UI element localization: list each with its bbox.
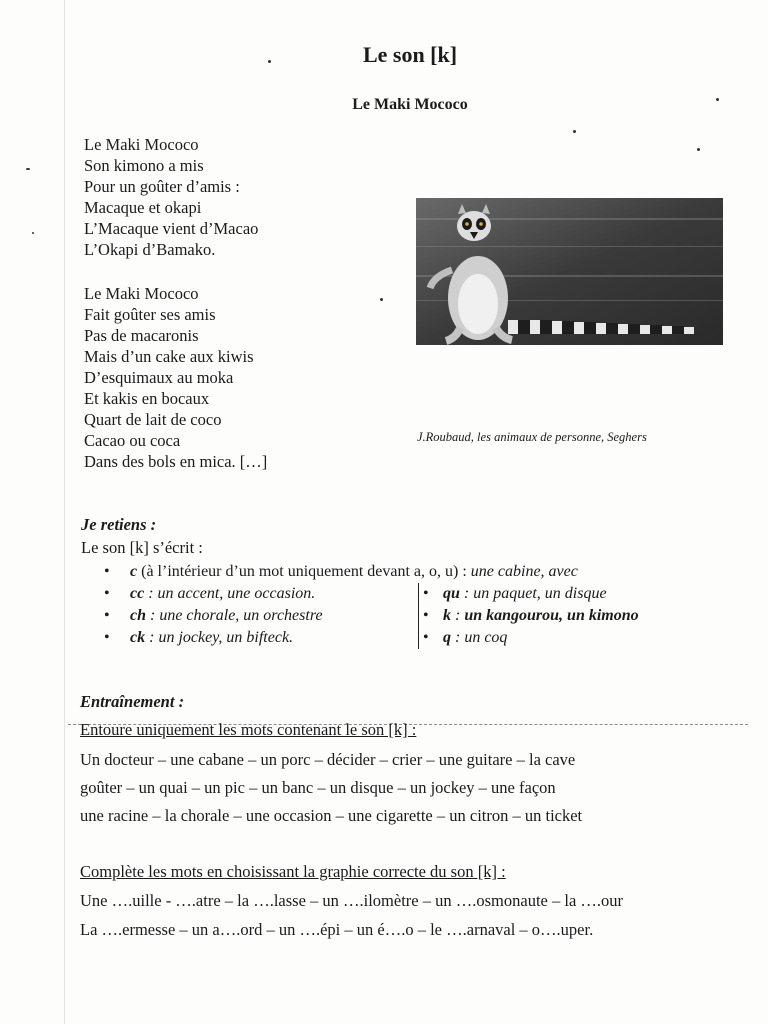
- poem-title: Le Maki Mococo: [352, 96, 468, 113]
- bullet-icon: •: [104, 585, 110, 602]
- scan-speck: [380, 298, 383, 301]
- rule-sep: :: [451, 607, 465, 624]
- rule-examples: un accent, une occasion.: [157, 585, 316, 602]
- scan-speck: [573, 130, 576, 133]
- exercise-1-line: Un docteur – une cabane – un porc – décider – crier – une guitare – la cave: [80, 750, 576, 769]
- exercise-2-instruction: Complète les mots en choisissant la graphie correcte du son [k] :: [80, 862, 506, 881]
- bullet-icon: •: [423, 607, 429, 624]
- rule-examples: un paquet, un disque: [473, 585, 607, 602]
- poem-line: Cacao ou coca: [84, 431, 181, 450]
- section-title-entrainement: Entraînement :: [80, 692, 185, 711]
- poem-line: L’Macaque vient d’Macao: [84, 219, 259, 238]
- photo-credit: J.Roubaud, les animaux de personne, Seghers: [417, 430, 647, 444]
- rule-key: q: [443, 629, 451, 646]
- poem-line: Fait goûter ses amis: [84, 305, 216, 324]
- poem-line: Mais d’un cake aux kiwis: [84, 347, 254, 366]
- scan-speck: [697, 148, 700, 151]
- rule-sep: :: [451, 629, 465, 646]
- rule-key: ch: [130, 607, 146, 624]
- poem-line: Pour un goûter d’amis :: [84, 177, 240, 196]
- poem-line: Le Maki Mococo: [84, 284, 199, 303]
- lemur-photo: [416, 198, 723, 345]
- poem-line: Son kimono a mis: [84, 156, 204, 175]
- poem-line: Dans des bols en mica. […]: [84, 452, 268, 471]
- poem-line: L’Okapi d’Bamako.: [84, 240, 216, 259]
- poem-line: Et kakis en bocaux: [84, 389, 210, 408]
- rule-key: k: [443, 607, 451, 624]
- rule-sep: :: [144, 585, 158, 602]
- page-title: Le son [k]: [362, 42, 458, 67]
- spelling-rules-right: [418, 583, 639, 649]
- exercise-1-line: goûter – un quai – un pic – un banc – un disque – un jockey – une façon: [80, 778, 556, 797]
- rule-qu: [423, 583, 639, 605]
- rule-key: ck: [130, 629, 146, 646]
- rule-text: (à l’intérieur d’un mot uniquement devant a, o, u) :: [137, 563, 471, 580]
- rule-q: [423, 627, 639, 649]
- poem-stanza-2: [84, 283, 267, 472]
- poem-line: Macaque et okapi: [84, 198, 202, 217]
- exercise-1-instruction: Entoure uniquement les mots contenant le son [k] :: [80, 720, 417, 739]
- rule-examples: une chorale, un orchestre: [159, 607, 323, 624]
- poem-stanza-1: [84, 134, 258, 260]
- bullet-icon: •: [423, 585, 429, 602]
- bullet-icon: •: [104, 607, 110, 624]
- rule-k: [423, 605, 639, 627]
- rule-sep: :: [145, 629, 159, 646]
- rule-examples: un coq: [464, 629, 508, 646]
- retiens-intro: Le son [k] s’écrit :: [81, 538, 203, 557]
- lemur-photo-illustration: [416, 198, 723, 345]
- exercise-2-line: La ….ermesse – un a….ord – un ….épi – un é….o – le ….arnaval – o….uper.: [80, 920, 594, 939]
- rule-sep: :: [459, 585, 474, 602]
- scan-speck: [26, 168, 30, 170]
- poem-line: Quart de lait de coco: [84, 410, 222, 429]
- bullet-icon: •: [104, 629, 110, 646]
- poem-line: Pas de macaronis: [84, 326, 199, 345]
- scan-edge-line: [64, 0, 65, 1024]
- bullet-icon: •: [104, 563, 110, 580]
- scan-speck: [32, 232, 34, 234]
- rule-examples: une cabine, avec: [470, 563, 578, 580]
- bullet-icon: •: [423, 629, 429, 646]
- rule-key: c: [130, 563, 138, 580]
- poem-line: Le Maki Mococo: [84, 135, 199, 154]
- rule-c: [104, 561, 578, 583]
- rule-examples: un jockey, un bifteck.: [158, 629, 294, 646]
- rule-sep: :: [146, 607, 160, 624]
- exercise-2-line: Une ….uille - ….atre – la ….lasse – un ….ilomètre – un ….osmonaute – la ….our: [80, 891, 624, 910]
- rule-key: cc: [130, 585, 145, 602]
- poem-line: D’esquimaux au moka: [84, 368, 234, 387]
- rule-examples: un kangourou, un kimono: [464, 607, 639, 624]
- exercise-1-line: une racine – la chorale – une occasion – une cigarette – un citron – un ticket: [80, 806, 583, 825]
- rule-key: qu: [443, 585, 460, 602]
- section-title-je-retiens: Je retiens :: [81, 515, 157, 534]
